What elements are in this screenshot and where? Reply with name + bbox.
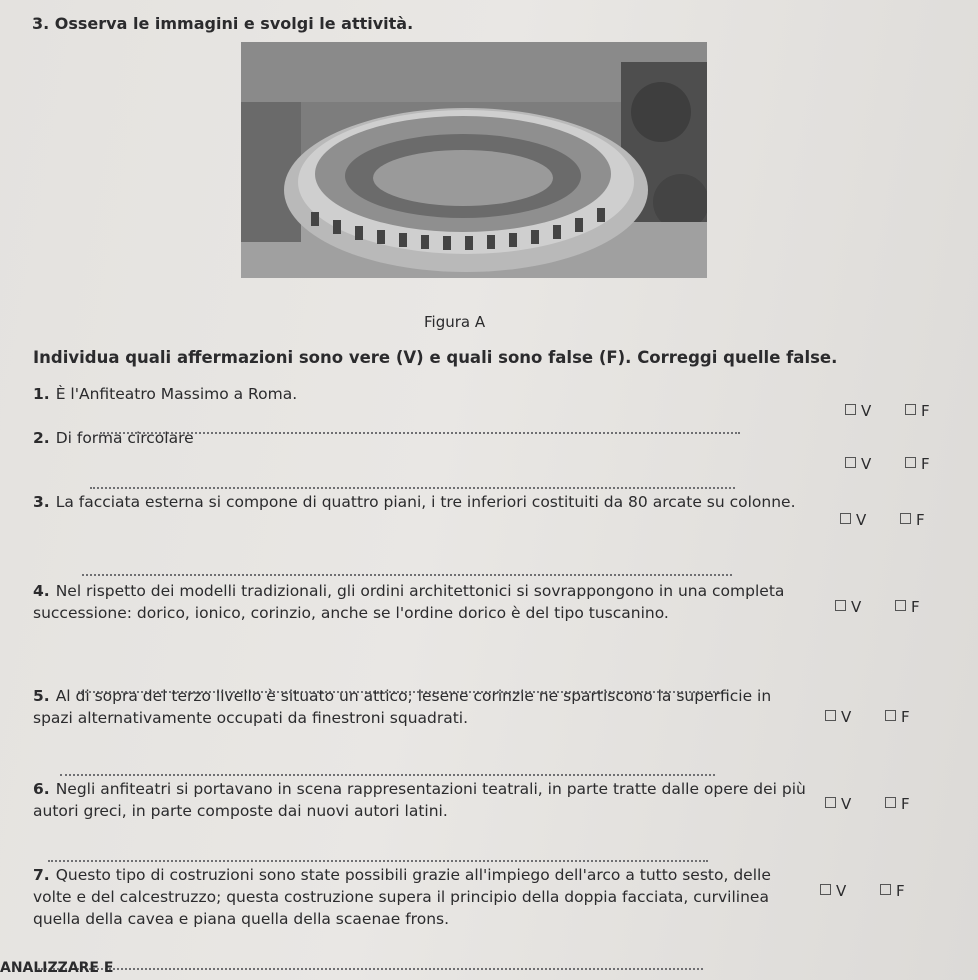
true-option-2[interactable]: V xyxy=(845,455,871,473)
answer-line-5[interactable] xyxy=(60,774,715,776)
statement-1: 1. È l'Anfiteatro Massimo a Roma. xyxy=(33,385,298,403)
true-option-3[interactable]: V xyxy=(840,511,866,529)
true-option-6[interactable]: V xyxy=(825,795,851,813)
false-option-1[interactable]: F xyxy=(905,402,930,420)
false-option-3[interactable]: F xyxy=(900,511,925,529)
false-option-7[interactable]: F xyxy=(880,882,905,900)
colosseum-photo xyxy=(241,42,707,278)
false-option-2[interactable]: F xyxy=(905,455,930,473)
figure-caption: Figura A xyxy=(424,313,486,331)
statement-7: 7. Questo tipo di costruzioni sono state possibili grazie all'impiego dell'arco a tutto sesto, delle volte e del calcestruzzo; questa costruzione supera il principio della doppia facciata, curvilinea quella della cavea e piana quella della scaenae frons. xyxy=(33,866,771,928)
true-option-1[interactable]: V xyxy=(845,402,871,420)
statement-2: 2. Di forma circolare xyxy=(33,429,194,447)
false-option-4[interactable]: F xyxy=(895,598,920,616)
false-option-6[interactable]: F xyxy=(885,795,910,813)
true-option-7[interactable]: V xyxy=(820,882,846,900)
answer-line-7[interactable] xyxy=(38,968,703,970)
answer-line-3[interactable] xyxy=(82,574,732,576)
exercise-title: 3. Osserva le immagini e svolgi le attività. xyxy=(32,14,414,33)
statement-4: 4. Nel rispetto dei modelli tradizionali, gli ordini architettonici si sovrappongono in una completa successione: dorico, ionico, corinzio, anche se l'ordine dorico è del tipo tuscanino. xyxy=(33,582,785,622)
false-option-5[interactable]: F xyxy=(885,708,910,726)
instruction: Individua quali affermazioni sono vere (V) e quali sono false (F). Correggi quelle false. xyxy=(33,348,838,367)
true-option-5[interactable]: V xyxy=(825,708,851,726)
statement-6: 6. Negli anfiteatri si portavano in scena rappresentazioni teatrali, in parte tratte dalle opere dei più autori greci, in parte composte dai nuovi autori latini. xyxy=(33,780,806,820)
answer-line-2[interactable] xyxy=(90,487,735,489)
statement-5: 5. Al di sopra del terzo livello è situato un attico; lesene corinzie ne spartiscono la superficie in spazi alternativamente occupati da finestroni squadrati. xyxy=(33,687,772,727)
true-option-4[interactable]: V xyxy=(835,598,861,616)
section-footer: ANALIZZARE E xyxy=(0,960,114,976)
statement-3: 3. La facciata esterna si compone di quattro piani, i tre inferiori costituiti da 80 arcate su colonne. xyxy=(33,493,796,511)
answer-line-6[interactable] xyxy=(48,860,708,862)
